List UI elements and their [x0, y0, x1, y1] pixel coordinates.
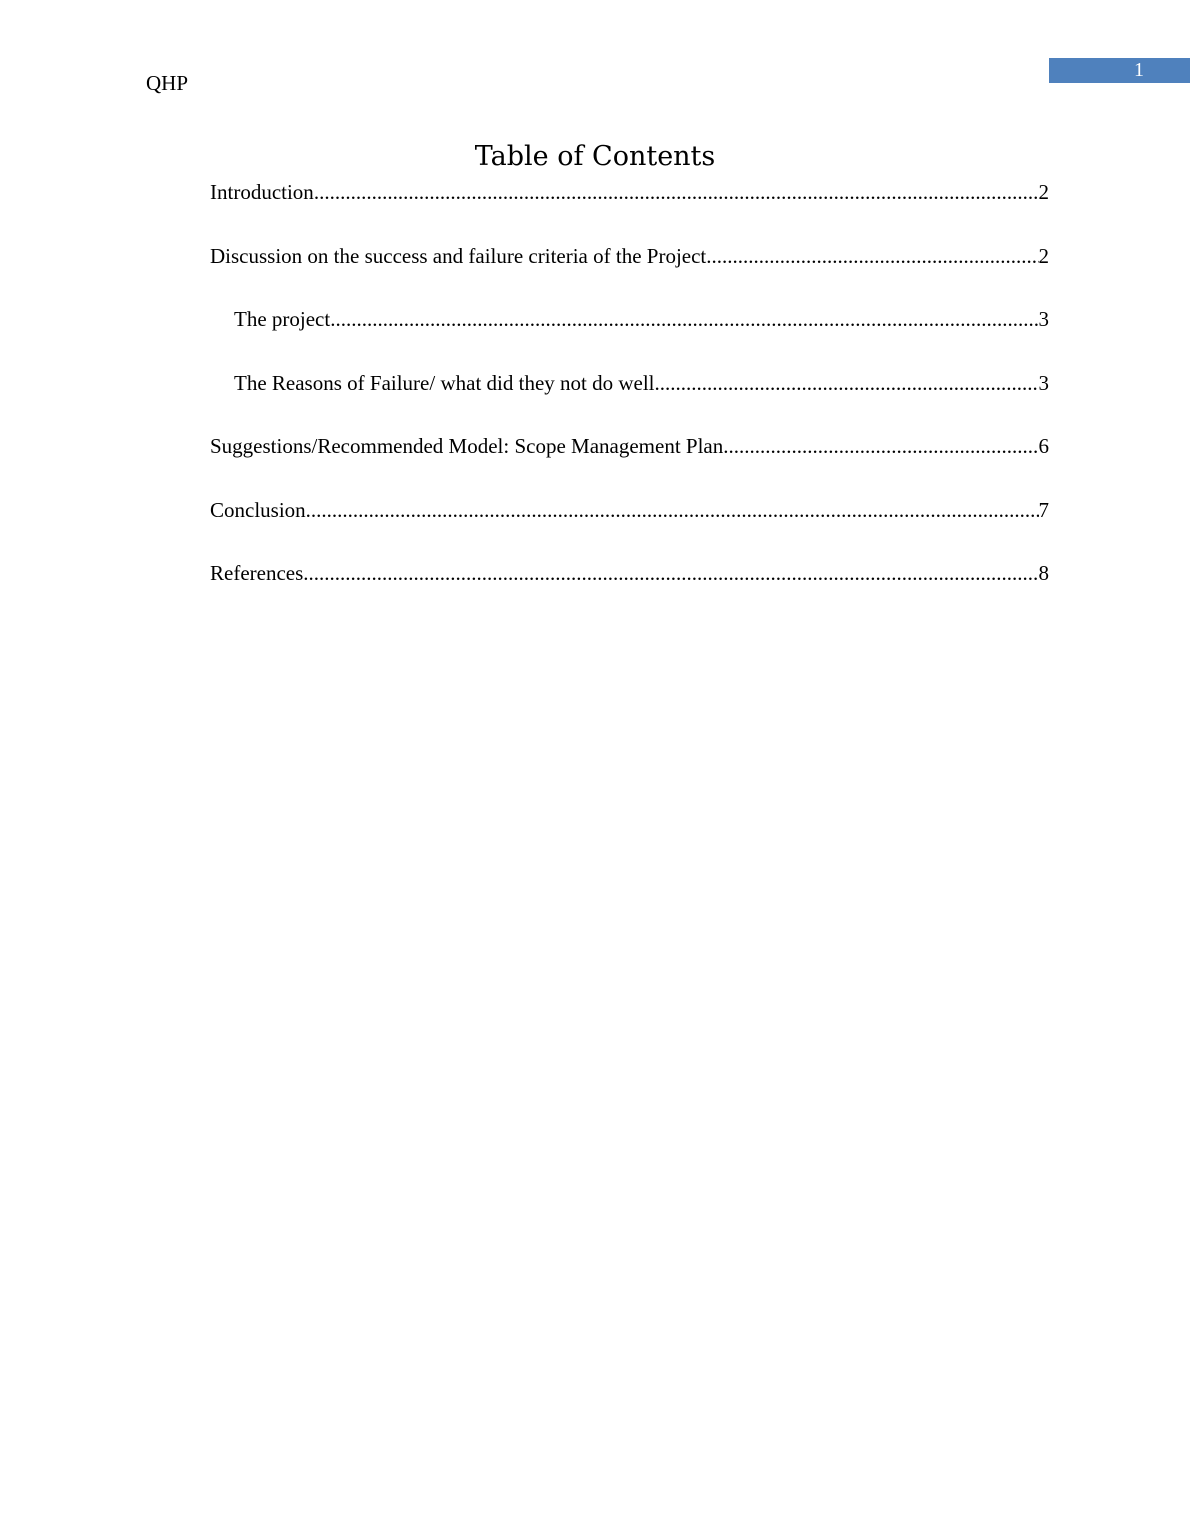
toc-entry-page: 6	[1038, 434, 1049, 458]
toc-entry[interactable]	[210, 561, 1049, 625]
toc-leader-dots	[706, 244, 1038, 269]
toc-entry-page: 3	[1038, 370, 1049, 395]
toc-entry[interactable]	[210, 307, 1049, 371]
table-of-contents	[210, 180, 1049, 625]
toc-leader-dots	[723, 434, 1038, 459]
toc-entry-label: The project	[234, 307, 331, 331]
toc-leader-dots	[303, 561, 1038, 586]
toc-entry-page: 8	[1038, 561, 1049, 585]
toc-entry-label: Discussion on the success and failure criteria of the Project	[210, 243, 707, 268]
toc-entry[interactable]	[210, 498, 1049, 562]
toc-entry-label: References	[210, 561, 304, 585]
toc-entry-page: 7	[1038, 497, 1049, 522]
toc-leader-dots	[655, 371, 1039, 396]
toc-leader-dots	[330, 307, 1038, 332]
running-head: QHP	[146, 71, 189, 95]
toc-title: Table of Contents	[474, 141, 716, 172]
toc-entry[interactable]	[210, 244, 1049, 308]
toc-entry-label: Conclusion	[210, 497, 306, 522]
toc-entry-page: 2	[1038, 243, 1049, 268]
toc-entry-page: 2	[1038, 180, 1049, 204]
toc-entry[interactable]	[210, 180, 1049, 244]
toc-entry-label: Introduction	[210, 180, 314, 204]
toc-leader-dots	[314, 180, 1039, 205]
toc-entry-label: Suggestions/Recommended Model: Scope Management Plan	[210, 434, 724, 458]
toc-entry[interactable]	[210, 371, 1049, 435]
toc-entry-label: The Reasons of Failure/ what did they not do well	[234, 370, 655, 395]
page-number-box	[1049, 58, 1190, 83]
toc-entry-page: 3	[1038, 307, 1049, 331]
toc-leader-dots	[306, 498, 1039, 523]
page-number: 1	[1134, 59, 1144, 81]
toc-entry[interactable]	[210, 434, 1049, 498]
